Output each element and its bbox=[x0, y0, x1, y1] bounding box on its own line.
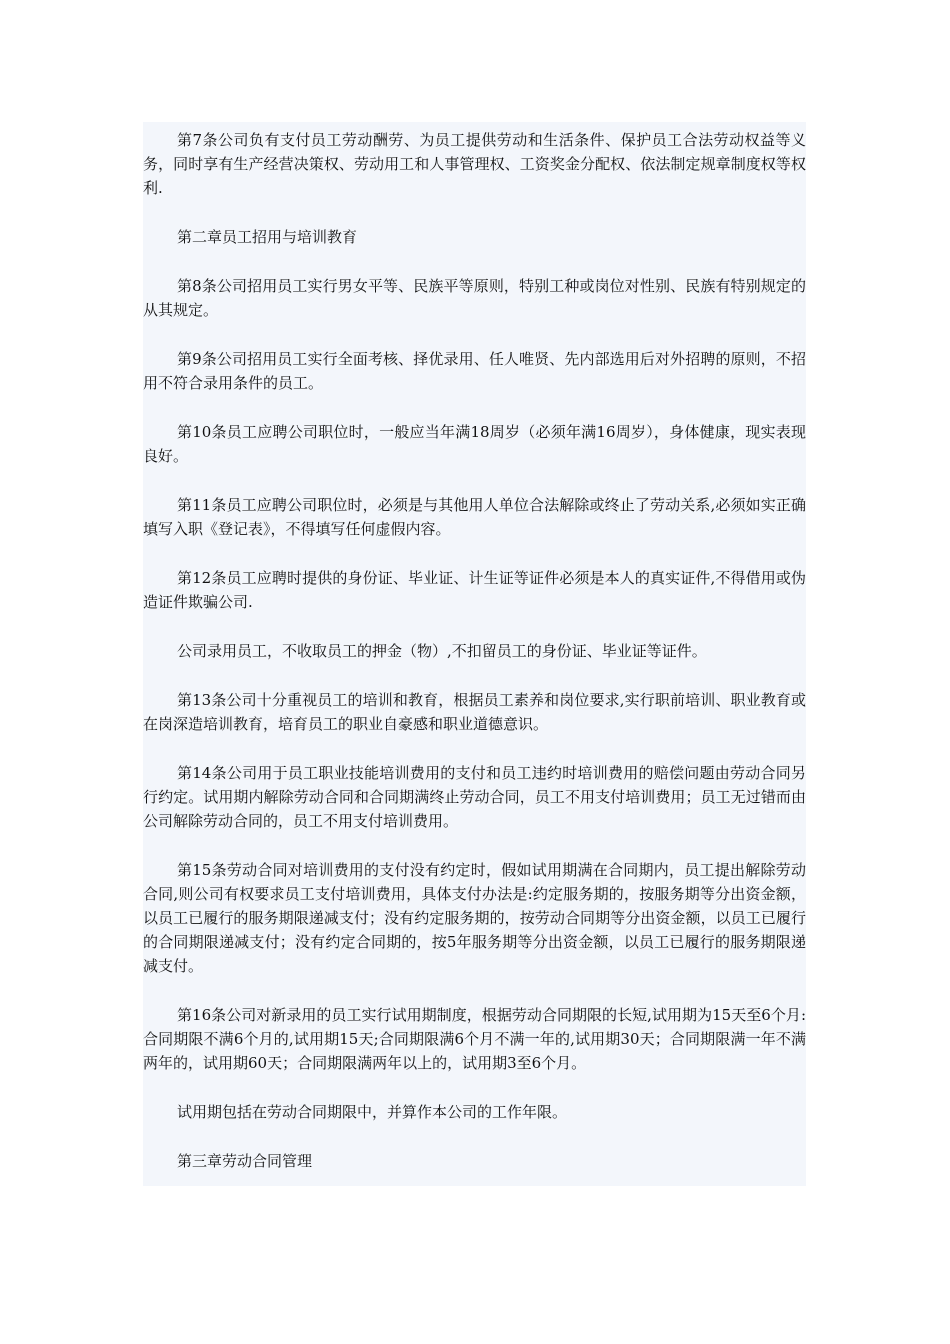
article-12: 第12条员工应聘时提供的身份证、毕业证、计生证等证件必须是本人的真实证件,不得借用或伪造证件欺骗公司. bbox=[143, 569, 806, 611]
article-14: 第14条公司用于员工职业技能培训费用的支付和员工违约时培训费用的赔偿问题由劳动合同另行约定。试用期内解除劳动合同和合同期满终止劳动合同，员工不用支付培训费用；员工无过错而由公司解除劳动合同的，员工不用支付培训费用。 bbox=[143, 764, 806, 830]
chapter-2-heading: 第二章员工招用与培训教育 bbox=[177, 228, 358, 246]
article-13: 第13条公司十分重视员工的培训和教育，根据员工素养和岗位要求,实行职前培训、职业教育或在岗深造培训教育，培育员工的职业自豪感和职业道德意识。 bbox=[143, 691, 806, 733]
deposit-clause: 公司录用员工，不收取员工的押金（物）,不扣留员工的身份证、毕业证等证件。 bbox=[177, 642, 707, 660]
article-16: 第16条公司对新录用的员工实行试用期制度，根据劳动合同期限的长短,试用期为15天至6个月:合同期限不满6个月的,试用期15天;合同期限满6个月不满一年的,试用期30天；合同期限满一年不满两年的，试用期60天；合同期限满两年以上的，试用期3至6个月。 bbox=[143, 1006, 806, 1072]
article-7: 第7条公司负有支付员工劳动酬劳、为员工提供劳动和生活条件、保护员工合法劳动权益等义务，同时享有生产经营决策权、劳动用工和人事管理权、工资奖金分配权、依法制定规章制度权等权利. bbox=[143, 131, 806, 197]
article-11: 第11条员工应聘公司职位时，必须是与其他用人单位合法解除或终止了劳动关系,必须如实正确填写入职《登记表》，不得填写任何虚假内容。 bbox=[143, 496, 806, 538]
article-10: 第10条员工应聘公司职位时，一般应当年满18周岁（必须年满16周岁），身体健康，现实表现良好。 bbox=[143, 423, 806, 465]
article-15: 第15条劳动合同对培训费用的支付没有约定时，假如试用期满在合同期内，员工提出解除劳动合同,则公司有权要求员工支付培训费用，具体支付办法是:约定服务期的，按服务期等分出资金额，以员工已履行的服务期限递减支付；没有约定服务期的，按劳动合同期等分出资金额，以员工已履行的合同期限递减支付；没有约定合同期的，按5年服务期等分出资金额，以员工已履行的服务期限递减支付。 bbox=[143, 861, 806, 975]
chapter-3-heading: 第三章劳动合同管理 bbox=[177, 1152, 313, 1170]
document-body bbox=[143, 122, 806, 1186]
article-9: 第9条公司招用员工实行全面考核、择优录用、任人唯贤、先内部选用后对外招聘的原则，不招用不符合录用条件的员工。 bbox=[143, 350, 806, 392]
probation-clause: 试用期包括在劳动合同期限中，并算作本公司的工作年限。 bbox=[177, 1103, 568, 1121]
article-8: 第8条公司招用员工实行男女平等、民族平等原则，特别工种或岗位对性别、民族有特别规定的从其规定。 bbox=[143, 277, 806, 319]
